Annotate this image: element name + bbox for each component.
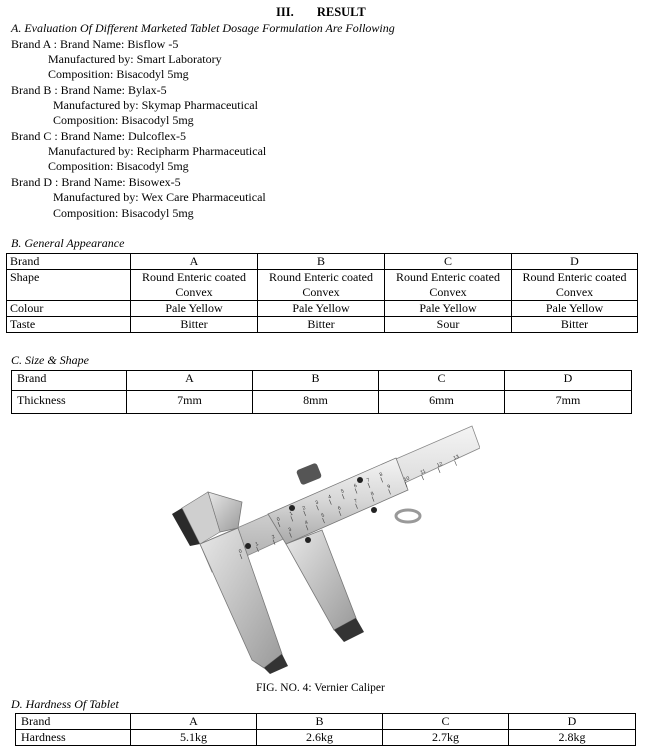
table-cell (258, 270, 385, 301)
header-cell: C (383, 714, 509, 730)
scale-label: 6 (337, 505, 342, 512)
table-row (12, 391, 632, 414)
section-a-title: A. Evaluation Of Different Marketed Tablet Dosage Formulation Are Following (11, 21, 395, 35)
table-cell: Bitter (131, 317, 258, 333)
row-label: Taste (7, 317, 131, 333)
table-cell: 2.8kg (509, 730, 636, 746)
scale-label: 10 (403, 475, 411, 484)
table-cell: Bitter (258, 317, 385, 333)
header-cell: Brand (16, 714, 131, 730)
table-cell: Pale Yellow (385, 301, 512, 317)
header-cell: D (512, 254, 638, 270)
table-row (16, 730, 636, 746)
cell-line: Convex (555, 285, 594, 299)
scale-label: 8 (370, 490, 376, 498)
table-cell: 7mm (127, 391, 253, 414)
table-row (7, 270, 638, 301)
header-cell: Brand (7, 254, 131, 270)
brand-c-composition: Composition: Bisacodyl 5mg (48, 159, 189, 173)
brand-a-name: Brand A : Brand Name: Bisflow -5 (11, 37, 179, 51)
brand-b-manufacturer: Manufactured by: Skymap Pharmaceutical (53, 98, 258, 112)
table-cell: 8mm (253, 391, 379, 414)
scale-label: 5 (320, 512, 326, 520)
section-title: RESULT (316, 5, 366, 19)
scale-label: 2 (271, 533, 276, 541)
cell-line: Round Enteric coated (269, 270, 373, 284)
brand-b-name: Brand B : Brand Name: Bylax-5 (11, 83, 167, 97)
table-cell: 2.6kg (257, 730, 383, 746)
table-cell: 5.1kg (131, 730, 257, 746)
scale-label: 8 (378, 471, 384, 479)
table-row (7, 317, 638, 333)
table-cell (512, 270, 638, 301)
row-label: Colour (7, 301, 131, 317)
section-heading (276, 5, 366, 20)
table-cell: Pale Yellow (258, 301, 385, 317)
scale-label: 1 (254, 541, 260, 548)
figure-caption: FIG. NO. 4: Vernier Caliper (256, 682, 385, 694)
brand-d-name: Brand D : Brand Name: Bisowex-5 (11, 175, 181, 189)
cell-line: Round Enteric coated (522, 270, 627, 284)
scale-label: 4 (327, 493, 333, 501)
section-d-title: D. Hardness Of Tablet (11, 697, 119, 711)
brand-a-manufacturer: Manufactured by: Smart Laboratory (48, 52, 222, 66)
table-cell: 2.7kg (383, 730, 509, 746)
cell-line: Convex (302, 285, 340, 299)
table-cell: Pale Yellow (131, 301, 258, 317)
brand-d-manufacturer: Manufactured by: Wex Care Pharmaceutical (53, 190, 266, 204)
header-cell: Brand (12, 371, 127, 391)
table-header-row (16, 714, 636, 730)
section-number: III. (276, 5, 294, 19)
table-cell: Bitter (512, 317, 638, 333)
brand-b-composition: Composition: Bisacodyl 5mg (53, 113, 194, 127)
scale-label: 7 (353, 498, 359, 505)
cell-line: Round Enteric coated (396, 270, 500, 284)
scale-label: 1 (288, 510, 294, 518)
table-row (7, 301, 638, 317)
table-cell: 6mm (379, 391, 505, 414)
scale-label: 3 (287, 526, 293, 534)
scale-label: 5 (340, 488, 346, 496)
table-cell (385, 270, 512, 301)
table-cell (131, 270, 258, 301)
brand-d-composition: Composition: Bisacodyl 5mg (53, 206, 194, 220)
header-cell: C (379, 371, 505, 391)
scale-label: 6 (353, 482, 358, 490)
scale-label: 13 (452, 453, 461, 462)
row-label: Shape (7, 270, 131, 301)
general-appearance-table (6, 253, 638, 333)
table-cell: 7mm (505, 391, 632, 414)
table-cell: Pale Yellow (512, 301, 638, 317)
hardness-table (15, 713, 636, 746)
brand-c-manufacturer: Manufactured by: Recipharm Pharmaceutical (48, 144, 267, 158)
scale-label: 12 (436, 461, 444, 469)
cell-line: Convex (429, 285, 467, 299)
header-cell: B (257, 714, 383, 730)
header-cell: A (131, 254, 258, 270)
section-c-title: C. Size & Shape (11, 353, 89, 367)
table-cell: Sour (385, 317, 512, 333)
row-label: Hardness (16, 730, 131, 746)
table-header-row (7, 254, 638, 270)
header-cell: C (385, 254, 512, 270)
header-cell: A (131, 714, 257, 730)
header-cell: A (127, 371, 253, 391)
cell-line: Round Enteric coated (142, 270, 246, 284)
table-header-row (12, 371, 632, 391)
header-cell: B (258, 254, 385, 270)
brand-c-name: Brand C : Brand Name: Dulcoflex-5 (11, 129, 186, 143)
scale-label: 0 (238, 548, 243, 555)
cell-line: Convex (175, 285, 213, 299)
scale-label: 9 (386, 483, 392, 491)
scale-label: 3 (314, 499, 320, 507)
header-cell: D (509, 714, 636, 730)
vernier-caliper-image (160, 422, 480, 674)
header-cell: D (505, 371, 632, 391)
scale-label: 7 (365, 477, 371, 484)
row-label: Thickness (12, 391, 127, 414)
scale-label: 2 (301, 505, 307, 512)
scale-label: 4 (304, 519, 309, 527)
header-cell: B (253, 371, 379, 391)
brand-a-composition: Composition: Bisacodyl 5mg (48, 67, 189, 81)
section-b-title: B. General Appearance (11, 236, 125, 250)
size-shape-table (11, 370, 632, 414)
scale-label: 11 (419, 468, 427, 476)
scale-label: 0 (276, 516, 281, 523)
